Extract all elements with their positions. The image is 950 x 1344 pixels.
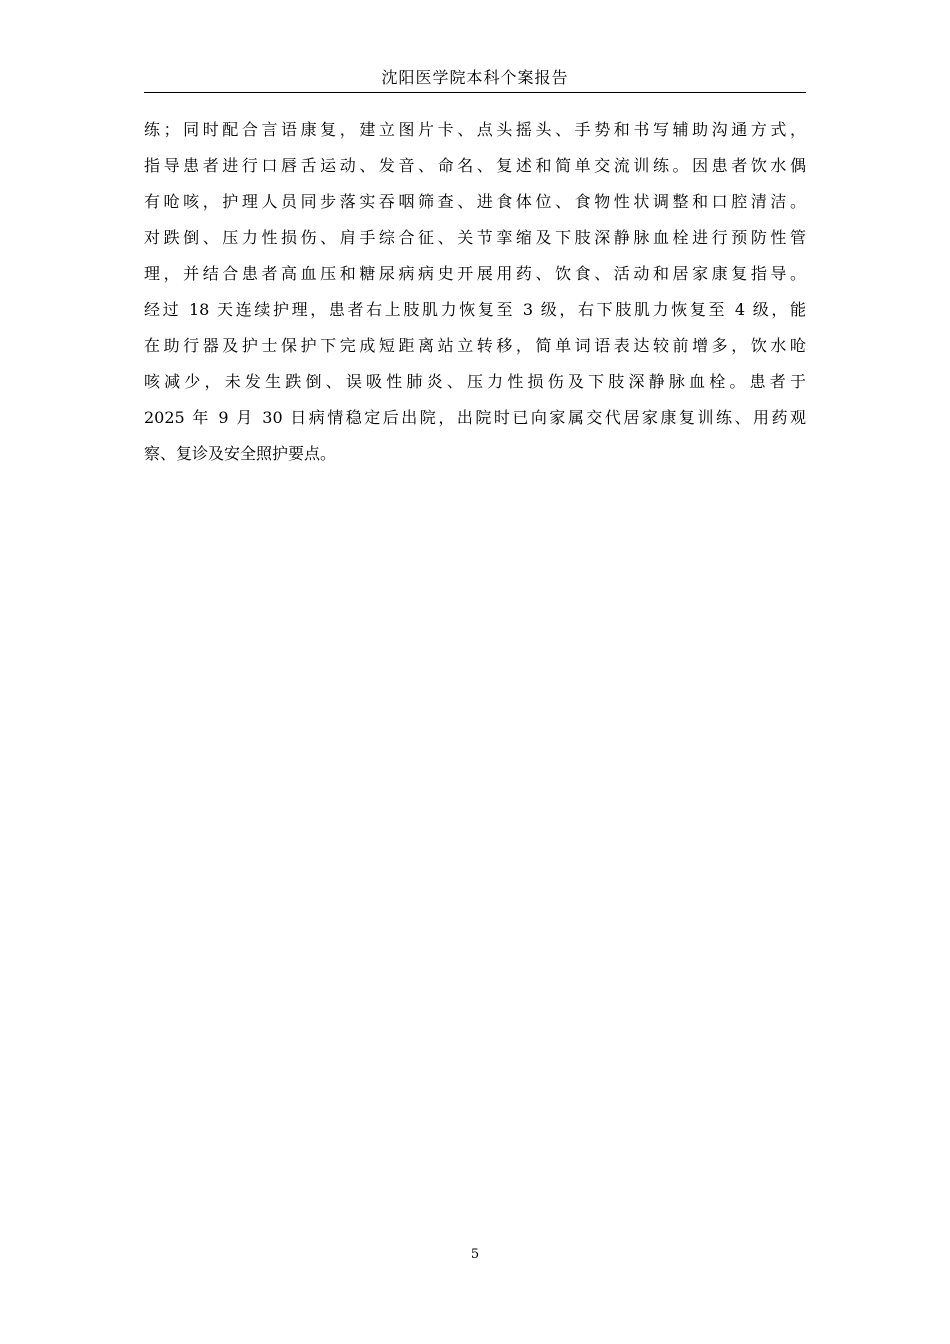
page-number: 5 (470, 1247, 480, 1262)
header-title: 沈阳医学院本科个案报告 (381, 68, 569, 87)
body-line: 对跌倒、压力性损伤、肩手综合征、关节挛缩及下肢深静脉血栓进行预防性管 (144, 228, 806, 247)
body-line: 经过 18 天连续护理，患者右上肢肌力恢复至 3 级，右下肢肌力恢复至 4 级，能 (144, 300, 806, 319)
body-line: 练；同时配合言语康复，建立图片卡、点头摇头、手势和书写辅助沟通方式， (144, 120, 806, 139)
body-line: 指导患者进行口唇舌运动、发音、命名、复述和简单交流训练。因患者饮水偶 (144, 156, 806, 175)
body-text (144, 112, 806, 472)
page-header (144, 66, 806, 93)
body-line: 在助行器及护士保护下完成短距离站立转移，简单词语表达较前增多，饮水呛 (144, 336, 806, 355)
body-line: 2025 年 9 月 30 日病情稳定后出院，出院时已向家属交代居家康复训练、用药观 (144, 408, 806, 427)
body-line: 理，并结合患者高血压和糖尿病病史开展用药、饮食、活动和居家康复指导。 (144, 264, 806, 283)
body-line: 咳减少，未发生跌倒、误吸性肺炎、压力性损伤及下肢深静脉血栓。患者于 (144, 372, 806, 391)
body-line: 有呛咳，护理人员同步落实吞咽筛查、进食体位、食物性状调整和口腔清洁。 (144, 192, 806, 211)
body-line: 察、复诊及安全照护要点。 (144, 444, 337, 463)
